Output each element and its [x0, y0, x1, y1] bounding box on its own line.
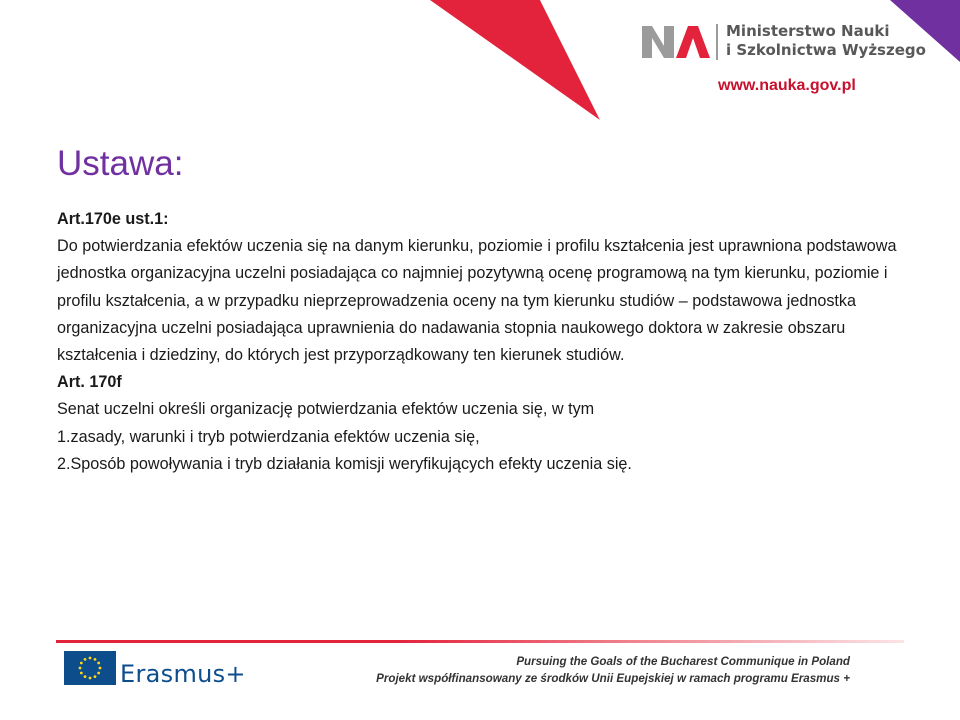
slide-content	[57, 206, 917, 478]
eu-flag-icon	[64, 651, 116, 685]
eu-star	[84, 658, 87, 661]
ministry-name-line2: i Szkolnictwa Wyższego	[726, 41, 926, 59]
article-heading: Art. 170f	[57, 373, 122, 392]
paragraph: 1.zasady, warunki i tryb potwierdzania efektów uczenia się,	[57, 427, 480, 446]
eu-star	[79, 667, 82, 670]
eu-star	[89, 677, 92, 680]
paragraph: 2.Sposób powoływania i tryb działania komisji weryfikujących efekty uczenia się.	[57, 454, 632, 473]
eu-star	[89, 657, 92, 660]
eu-star	[80, 662, 83, 665]
slide-title: Ustawa:	[57, 144, 184, 183]
footer-divider	[56, 640, 904, 643]
erasmus-logo-text: Erasmus+	[120, 660, 246, 688]
ministry-name-line1: Ministerstwo Nauki	[726, 22, 890, 40]
paragraph: Do potwierdzania efektów uczenia się na danym kierunku, poziomie i profilu kształcenia jest uprawniona podstawowa jednostka organizacyjna uczelni posiadająca co najmniej pozytywną ocenę programową na tym kierunku, poziomie i profilu kształcenia, a w przypadku nieprzeprowadzenia oceny na tym kierunku studiów – podstawowa jednostka organizacyjna uczelni posiadająca uprawnienia do nadawania stopnia naukowego doktora w zakresie obszaru kształcenia i dziedziny, do których jest przyporządkowany ten kierunek studiów.	[57, 237, 897, 365]
eu-star	[94, 658, 97, 661]
eu-star	[80, 672, 83, 675]
eu-star	[97, 672, 100, 675]
footer-note	[376, 653, 850, 687]
ministry-name	[726, 22, 926, 60]
website-link[interactable]: www.nauka.gov.pl	[718, 77, 856, 94]
eu-star	[84, 675, 87, 678]
footer-note-line1: Pursuing the Goals of the Bucharest Communique in Poland	[516, 655, 850, 668]
paragraph: Senat uczelni określi organizację potwierdzania efektów uczenia się, w tym	[57, 400, 595, 419]
eu-star	[99, 667, 102, 670]
article-heading: Art.170e ust.1:	[57, 210, 169, 228]
eu-star	[94, 675, 97, 678]
footer-note-line2: Projekt współfinansowany ze środków Unii Eupejskiej w ramach programu Erasmus +	[376, 672, 850, 685]
eu-star	[97, 662, 100, 665]
